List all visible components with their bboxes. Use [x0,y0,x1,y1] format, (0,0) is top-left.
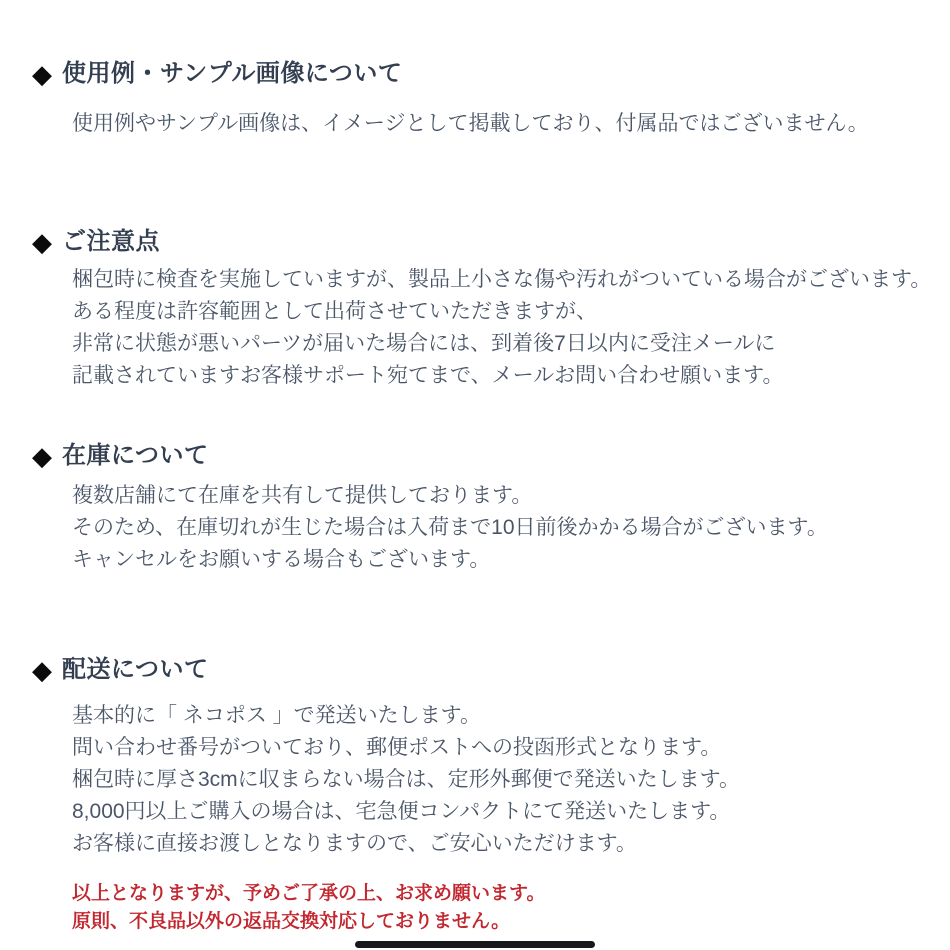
section-title-stock: 在庫について [62,442,209,469]
section-heading [0,440,950,472]
section-heading [0,226,950,258]
body-line: 使用例やサンプル画像は、イメージとして掲載しており、付属品ではございません。 [72,112,869,135]
section-heading [0,654,950,686]
warning-line: 原則、不良品以外の返品交換対応しておりません。 [72,911,511,932]
body-line: そのため、在庫切れが生じた場合は入荷まで10日前後かかる場合がございます。 [72,516,828,539]
section-body [0,264,950,392]
section-stock [0,440,950,576]
diamond-bullet-icon: ◆ [32,59,52,89]
body-line: 問い合わせ番号がついており、郵便ポストへの投函形式となります。 [72,736,722,759]
diamond-bullet-icon: ◆ [32,227,52,257]
warning-notice [72,880,932,936]
body-line: ある程度は許容範囲として出荷させていただきますが、 [72,300,597,323]
section-heading [0,58,950,90]
body-line: お客様に直接お渡しとなりますので、ご安心いただけます。 [72,832,637,855]
section-title-sample-images: 使用例・サンプル画像について [62,60,403,87]
body-line: 梱包時に検査を実施していますが、製品上小さな傷や汚れがついている場合がございます。 [72,268,932,291]
section-shipping [0,654,950,860]
body-line: 記載されていますお客様サポート宛てまで、メールお問い合わせ願います。 [72,364,784,387]
diamond-bullet-icon: ◆ [32,441,52,471]
section-cautions [0,226,950,392]
body-line: キャンセルをお願いする場合もございます。 [72,548,491,571]
section-sample-images [0,58,950,140]
body-line: 梱包時に厚さ3cmに収まらない場合は、定形外郵便で発送いたします。 [72,768,740,791]
home-indicator-bar [355,941,595,948]
section-body [0,108,950,140]
diamond-bullet-icon: ◆ [32,655,52,685]
section-title-cautions: ご注意点 [62,228,160,255]
section-title-shipping: 配送について [62,656,209,683]
body-line: 8,000円以上ご購入の場合は、宅急便コンパクトにて発送いたします。 [72,800,731,823]
body-line: 非常に状態が悪いパーツが届いた場合には、到着後7日以内に受注メールに [72,332,776,355]
body-line: 基本的に「 ネコポス 」で発送いたします。 [72,704,481,727]
section-body [0,480,950,576]
section-body [0,700,950,860]
warning-line: 以上となりますが、予めご了承の上、お求め願います。 [72,883,546,904]
body-line: 複数店舗にて在庫を共有して提供しております。 [72,484,533,507]
